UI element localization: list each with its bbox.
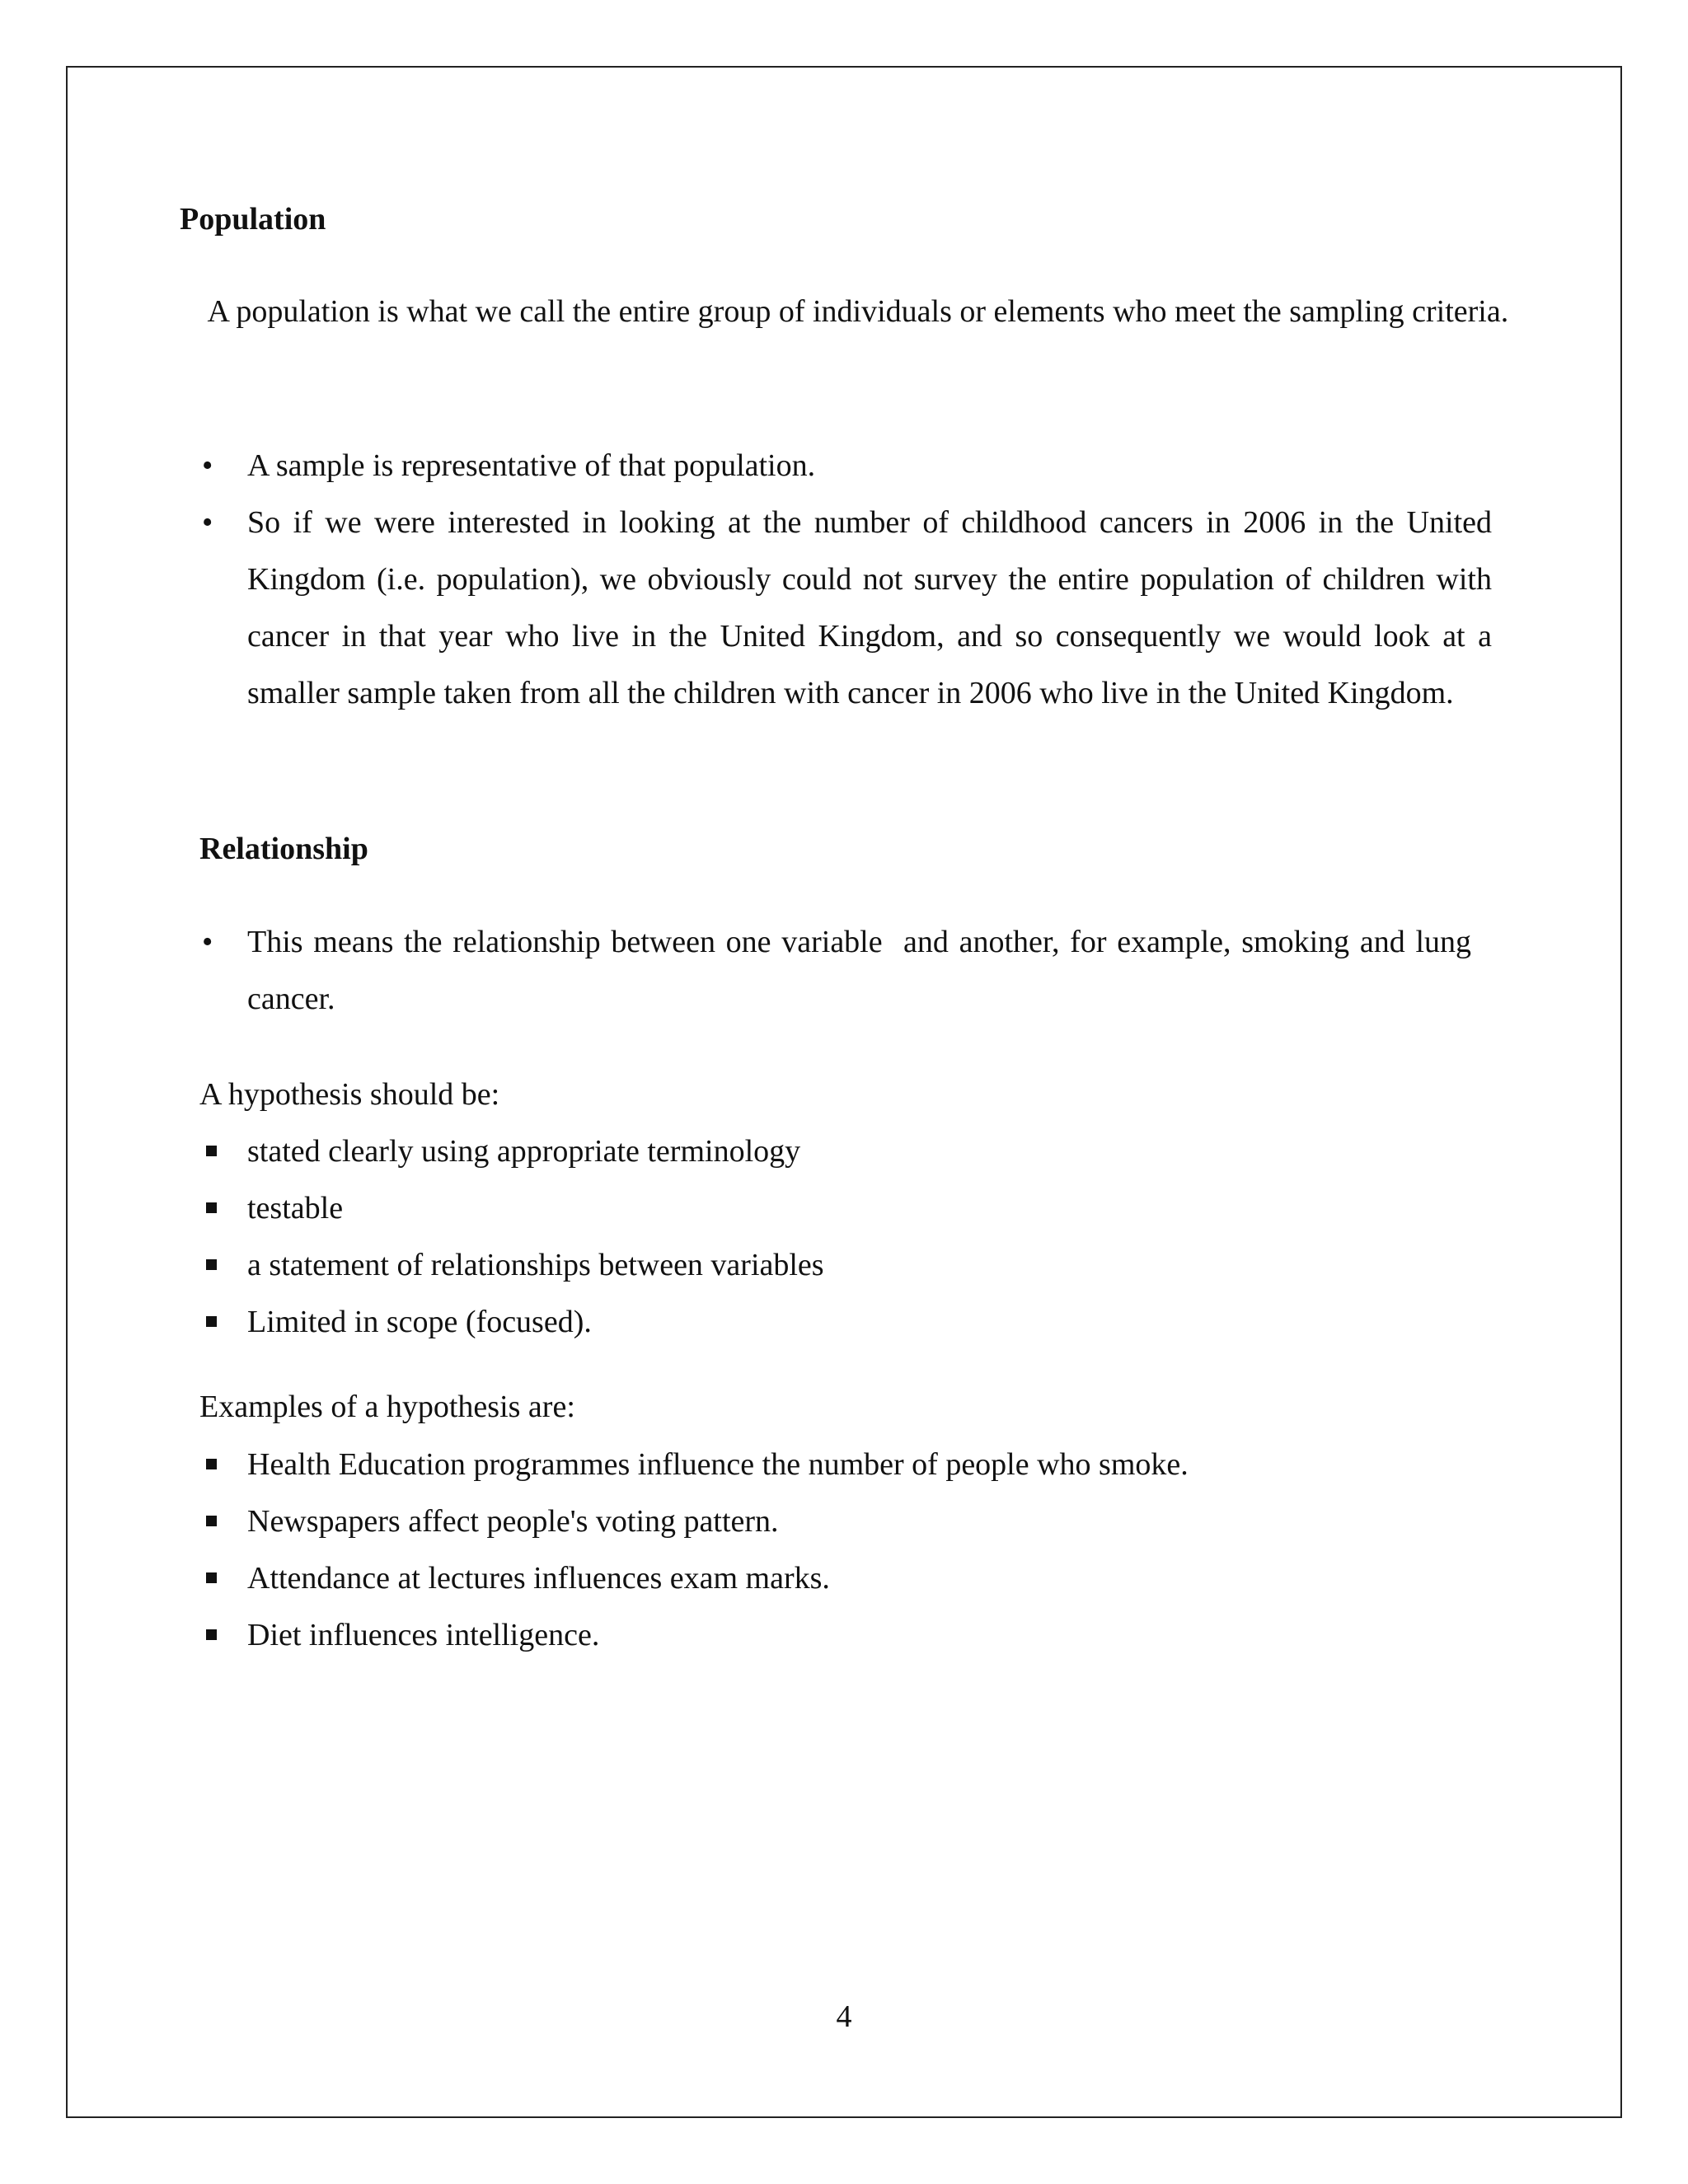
- hypothesis-criteria-item-4: [247, 1294, 1492, 1351]
- population-definition: A population is what we call the entire group of individuals or elements who meet the sampling criteria.: [199, 294, 1509, 329]
- hypothesis-examples-intro: Examples of a hypothesis are:: [199, 1390, 575, 1424]
- population-bullet-2-text: So if we were interested in looking at the number of childhood cancers in 2006 in the United Kingdom (i.e. population), we obviously could not survey the entire population of children with cancer in that year who live in the United Kingdom, and so consequently we would look at a smaller sample taken from all the children with cancer in 2006 who live in the United Kingdom.: [247, 505, 1492, 710]
- hypothesis-criteria-item-3: [247, 1237, 1492, 1294]
- population-bullet-1-text: A sample is representative of that population.: [247, 448, 816, 483]
- square-bullet-icon: [206, 1146, 217, 1156]
- hypothesis-example-3-text: Attendance at lectures influences exam marks.: [247, 1561, 830, 1596]
- square-bullet-icon: [206, 1572, 217, 1583]
- hypothesis-criteria-item-2: [247, 1180, 1492, 1237]
- hypothesis-example-4-text: Diet influences intelligence.: [247, 1618, 600, 1652]
- hypothesis-criteria-item-2-text: testable: [247, 1191, 344, 1226]
- hypothesis-criteria-item-1: [247, 1123, 1492, 1180]
- hypothesis-criteria-intro: A hypothesis should be:: [199, 1077, 500, 1112]
- relationship-bullet-1: [202, 914, 1479, 1028]
- square-bullet-icon: [206, 1202, 217, 1213]
- hypothesis-example-4: [247, 1607, 1492, 1664]
- bullet-dot-icon: •: [202, 925, 213, 959]
- bullet-dot-icon: •: [202, 505, 213, 540]
- square-bullet-icon: [206, 1259, 217, 1270]
- page-number: 4: [836, 1999, 852, 2034]
- square-bullet-icon: [206, 1629, 217, 1640]
- relationship-bullet-1-text: This means the relationship between one variable and another, for example, smoking and lung cancer.: [247, 925, 1479, 1016]
- population-bullet-1: [202, 438, 1492, 494]
- square-bullet-icon: [206, 1516, 217, 1526]
- hypothesis-example-1: [247, 1436, 1492, 1493]
- hypothesis-criteria-item-4-text: Limited in scope (focused).: [247, 1305, 592, 1339]
- bullet-dot-icon: •: [202, 448, 213, 483]
- hypothesis-example-1-text: Health Education programmes influence the number of people who smoke.: [247, 1447, 1189, 1482]
- square-bullet-icon: [206, 1459, 217, 1469]
- hypothesis-example-3: [247, 1550, 1492, 1607]
- hypothesis-criteria-item-1-text: stated clearly using appropriate terminology: [247, 1134, 801, 1169]
- square-bullet-icon: [206, 1316, 217, 1327]
- hypothesis-criteria-item-3-text: a statement of relationships between variables: [247, 1248, 824, 1282]
- population-heading: Population: [180, 202, 326, 237]
- hypothesis-example-2: [247, 1493, 1492, 1550]
- hypothesis-example-2-text: Newspapers affect people's voting pattern.: [247, 1504, 779, 1539]
- population-bullet-2: [202, 494, 1492, 722]
- relationship-heading: Relationship: [199, 832, 368, 866]
